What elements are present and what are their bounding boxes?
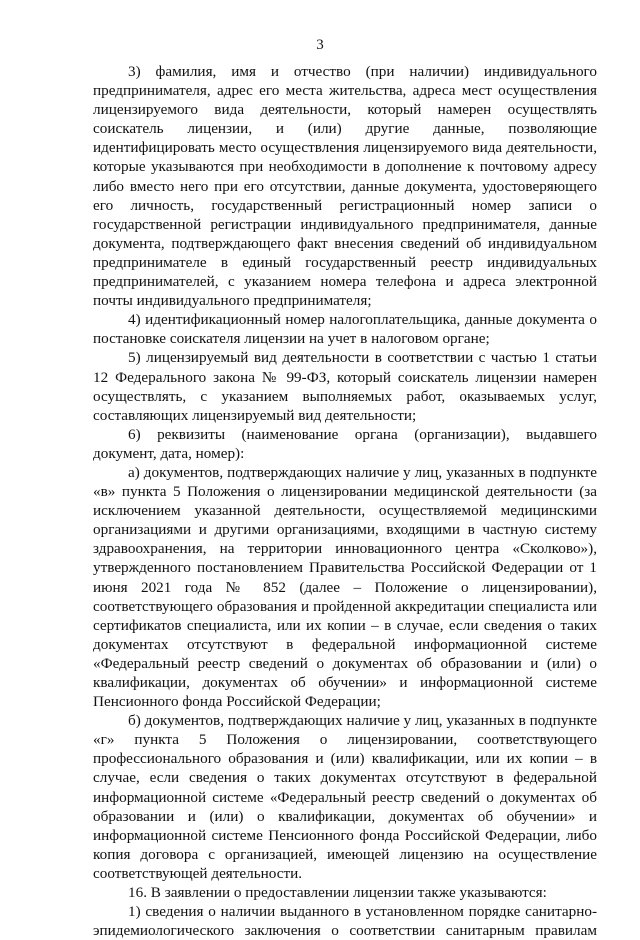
paragraph-subitem-a: а) документов, подтверждающих наличие у лиц, указанных в подпункте «в» пункта 5 Положения о лицензировании медицинской деятельности (за исключением указанной деятельности, осуществляемой медицинскими организациями и другими организациями, входящими в частную систему здравоохранения, на территории инновационного центра «Сколково»), утвержденного постановлением Правительства Российской Федерации от 1 июня 2021 года № 852 (далее – Положение о лицензировании), соответствующего образования и пройденной аккредитации специалиста или сертификатов специалиста, или их копии – в случае, если сведения о таких документах отсутствуют в федеральной информационной системе «Федеральный реестр сведений о документах об образовании и (или) о квалификации, документах об обучении» и информационной системе Пенсионного фонда Российской Федерации; — [93, 463, 597, 711]
document-body — [93, 62, 597, 940]
paragraph-section-16: 16. В заявлении о предоставлении лицензии также указываются: — [128, 884, 547, 902]
paragraph-item-5: 5) лицензируемый вид деятельности в соответствии с частью 1 статьи 12 Федерального закона № 99-ФЗ, который соискатель лицензии намерен осуществлять, с указанием выполняемых работ, оказываемых услуг, составляющих лицензируемый вид деятельности; — [93, 349, 597, 424]
paragraph-item-6: 6) реквизиты (наименование органа (организации), выдавшего документ, дата, номер): — [93, 425, 597, 462]
paragraph-section-16-item-1: 1) сведения о наличии выданного в установленном порядке санитарно-эпидемиологического заключения о соответствии санитарным правилам — [93, 903, 597, 940]
paragraph-item-4: 4) идентификационный номер налогоплательщика, данные документа о постановке соискателя лицензии на учет в налоговом органе; — [93, 311, 597, 348]
paragraph-item-3: 3) фамилия, имя и отчество (при наличии) индивидуального предпринимателя, адрес его места жительства, адреса мест осуществления лицензируемого вида деятельности, который намерен осуществлять соискатель лицензии, и (или) другие данные, позволяющие идентифицировать место осуществления лицензируемого вида деятельности, которые указываются при необходимости в дополнение к почтовому адресу либо вместо него при его отсутствии, данные документа, удостоверяющего его личность, государственный регистрационный номер записи о государственной регистрации индивидуального предпринимателя, данные документа, подтверждающего факт внесения сведений об индивидуальном предпринимателе в единый государственный реестр индивидуальных предпринимателей, с указанием номера телефона и адреса электронной почты индивидуального предпринимателя; — [93, 63, 597, 310]
paragraph-subitem-b: б) документов, подтверждающих наличие у лиц, указанных в подпункте «г» пункта 5 Положения о лицензировании, соответствующего профессионального образования и (или) квалификации, или их копии – в случае, если сведения о таких документах отсутствуют в федеральной информационной системе «Федеральный реестр сведений о документах об образовании и (или) о квалификации, документах об обучении» и информационной системе Пенсионного фонда Российской Федерации, либо копия договора с организацией, имеющей лицензию на осуществление соответствующей деятельности. — [93, 712, 597, 882]
page-number: 3 — [316, 37, 324, 53]
